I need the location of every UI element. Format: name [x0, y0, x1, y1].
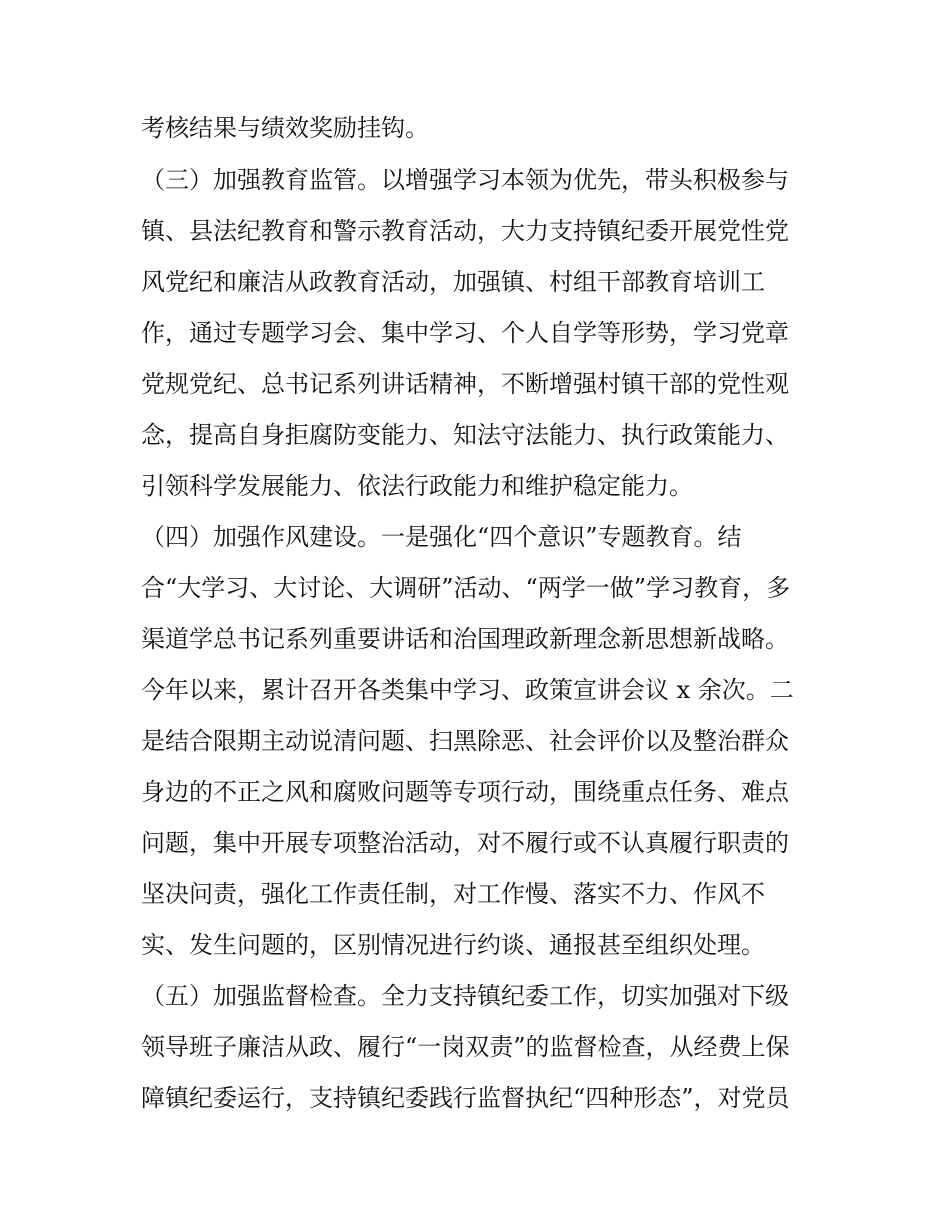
- text-line: 镇、县法纪教育和警示教育活动，大力支持镇纪委开展党性党: [141, 217, 789, 245]
- text-line: 领导班子廉洁从政、履行“一岗双责”的监督检查，从经费上保: [141, 1033, 790, 1061]
- text-line: （三）加强教育监管。以增强学习本领为优先，带头积极参与: [141, 166, 789, 194]
- text-line: 障镇纪委运行，支持镇纪委践行监督执纪“四种形态”，对党员: [141, 1084, 790, 1112]
- text-line: （五）加强监督检查。全力支持镇纪委工作，切实加强对下级: [141, 982, 789, 1010]
- text-line: 问题，集中开展专项整治活动，对不履行或不认真履行职责的: [141, 829, 789, 857]
- text-line: 考核结果与绩效奖励挂钩。: [141, 114, 429, 142]
- text-line: 坚决问责，强化工作责任制，对工作慢、落实不力、作风不: [141, 880, 765, 908]
- text-line: 实、发生问题的，区别情况进行约谈、通报甚至组织处理。: [141, 931, 765, 959]
- text-line: 是结合限期主动说清问题、扫黑除恶、社会评价以及整治群众: [141, 727, 789, 755]
- text-line: 作，通过专题学习会、集中学习、个人自学等形势，学习党章: [141, 319, 789, 347]
- text-line: 引领科学发展能力、依法行政能力和维护稳定能力。: [141, 472, 693, 500]
- text-line: （四）加强作风建设。一是强化“四个意识”专题教育。结: [141, 523, 742, 551]
- text-line: 今年以来，累计召开各类集中学习、政策宣讲会议 x 余次。二: [141, 676, 794, 704]
- text-line: 念，提高自身拒腐防变能力、知法守法能力、执行政策能力、: [141, 421, 789, 449]
- text-line: 渠道学总书记系列重要讲话和治国理政新理念新思想新战略。: [141, 625, 789, 653]
- text-line: 党规党纪、总书记系列讲话精神，不断增强村镇干部的党性观: [141, 370, 789, 398]
- text-line: 身边的不正之风和腐败问题等专项行动，围绕重点任务、难点: [141, 778, 789, 806]
- text-line: 风党纪和廉洁从政教育活动，加强镇、村组干部教育培训工: [141, 268, 765, 296]
- text-line: 合“大学习、大讨论、大调研”活动、“两学一做”学习教育，多: [141, 574, 791, 602]
